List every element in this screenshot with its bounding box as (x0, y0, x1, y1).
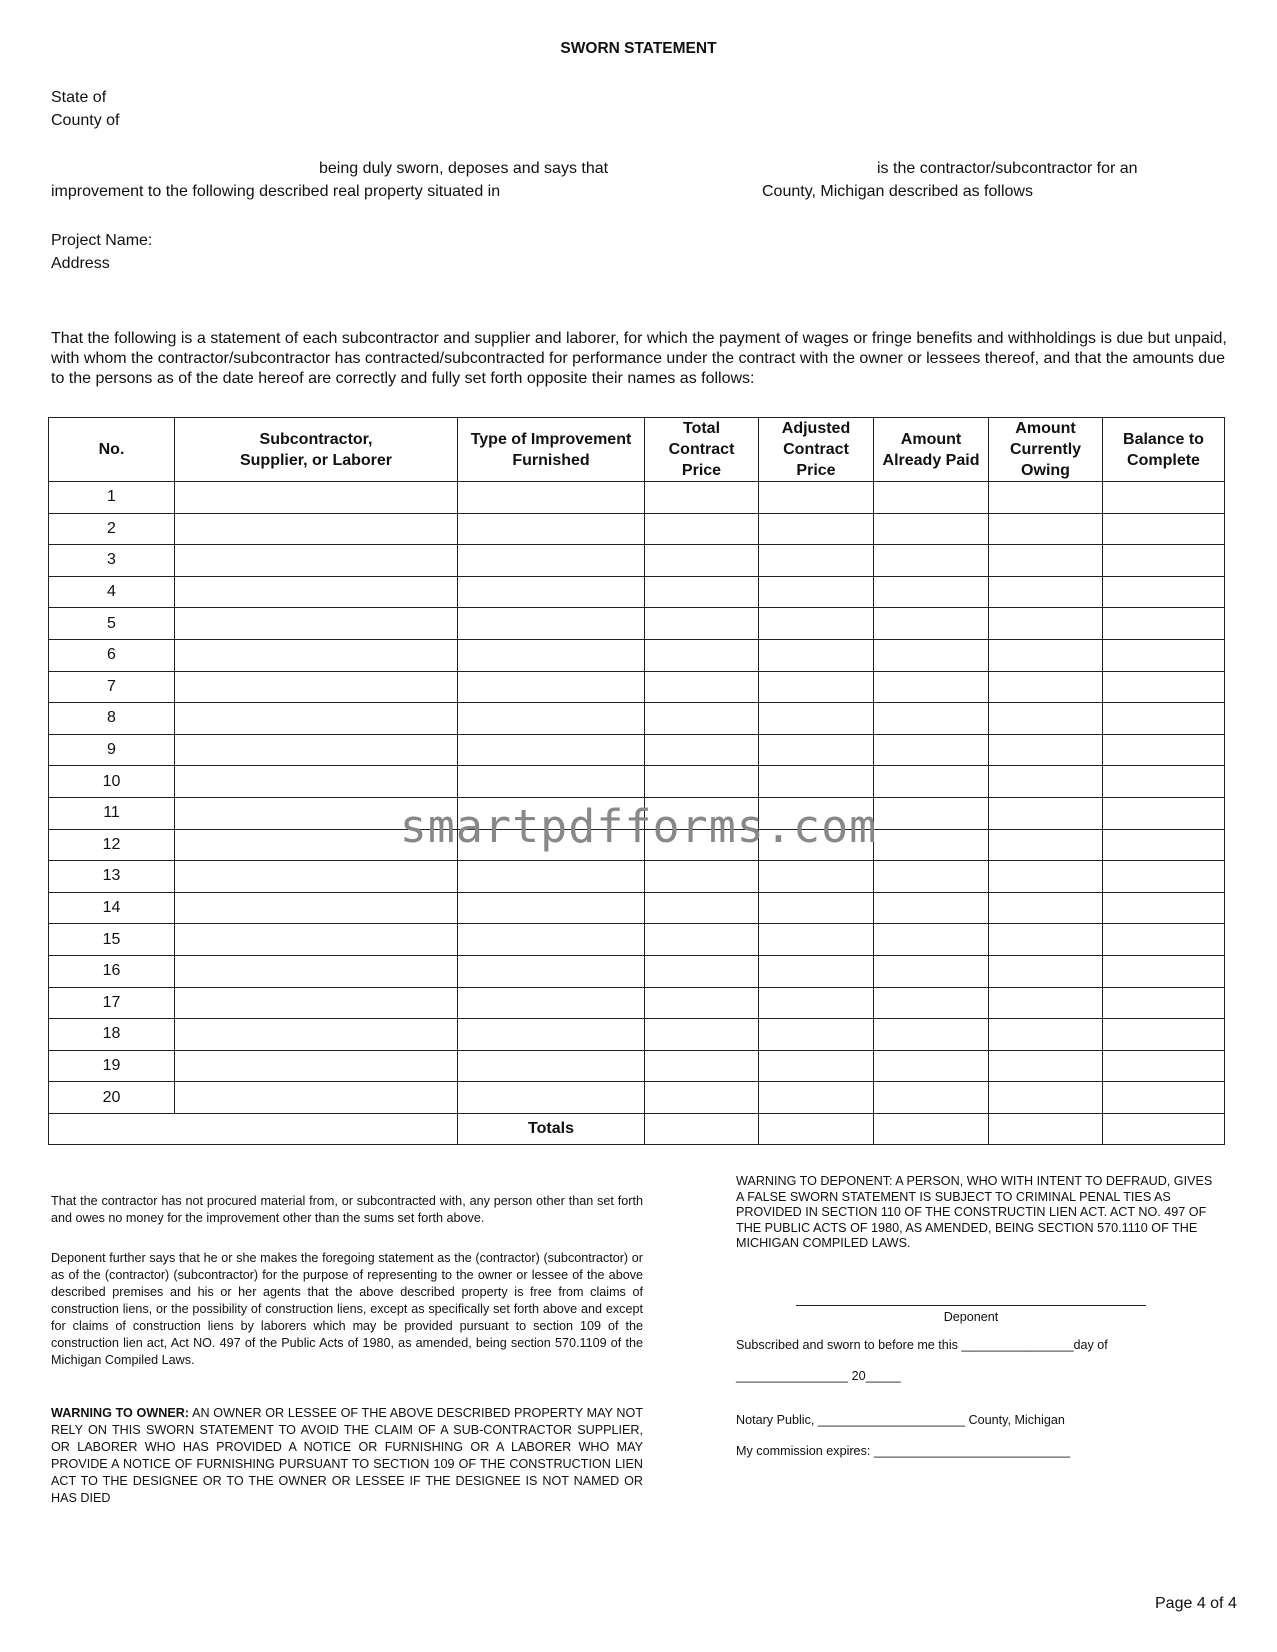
col-type-improvement-cell[interactable] (458, 639, 645, 671)
commission-line[interactable]: My commission expires: ____________________________ (736, 1444, 1070, 1458)
statement-paragraph: That the following is a statement of each subcontractor and supplier and laborer, for which the payment of wages or fringe benefits and withholdings is due but unpaid, with whom the contractor/subcontractor has contracted/subcontracted for performance under the contract with the owner or lessees thereof, and that the amounts due to the persons as of the date hereof are correctly and fully set forth opposite their names as follows: (51, 330, 1227, 387)
col-already-paid-cell[interactable] (874, 482, 989, 514)
col-adjusted-price-cell[interactable] (759, 703, 874, 735)
table-row (49, 766, 1225, 798)
row-number: 4 (49, 576, 175, 608)
page-number: Page 4 of 4 (1155, 1595, 1237, 1612)
row-number: 3 (49, 545, 175, 577)
row-number: 10 (49, 766, 175, 798)
col-adjusted-price-cell[interactable] (759, 861, 874, 893)
col-adjusted-price-cell[interactable] (759, 1050, 874, 1082)
col-currently-owing-cell[interactable] (989, 987, 1103, 1019)
table-row (49, 576, 1225, 608)
table-row (49, 608, 1225, 640)
col-subcontractor-cell[interactable] (175, 955, 458, 987)
col-subcontractor-cell[interactable] (175, 703, 458, 735)
deponent-signature-line[interactable] (796, 1305, 1146, 1306)
col-total-price-total-cell[interactable] (645, 1113, 759, 1145)
col-total-price-cell[interactable] (645, 703, 759, 735)
col-balance-cell[interactable] (1103, 734, 1225, 766)
row-number: 9 (49, 734, 175, 766)
col-type-improvement-cell[interactable] (458, 924, 645, 956)
col-type-improvement-cell[interactable] (458, 482, 645, 514)
col-subcontractor-cell[interactable] (175, 924, 458, 956)
col-balance-cell[interactable] (1103, 1082, 1225, 1114)
col-balance-cell[interactable] (1103, 639, 1225, 671)
col-type-improvement-cell[interactable] (458, 861, 645, 893)
county-michigan-text: County, Michigan described as follows (762, 183, 1033, 200)
contractor-text: is the contractor/subcontractor for an (877, 160, 1138, 177)
col-adjusted-price-cell[interactable] (759, 766, 874, 798)
county-label: County of (51, 112, 120, 129)
col-subcontractor-cell[interactable] (175, 545, 458, 577)
col-already-paid-cell[interactable] (874, 892, 989, 924)
col-subcontractor-cell[interactable] (175, 671, 458, 703)
col-type-improvement-cell[interactable] (458, 1050, 645, 1082)
col-currently-owing-cell[interactable] (989, 545, 1103, 577)
col-already-paid-cell[interactable] (874, 671, 989, 703)
col-type-improvement-cell[interactable] (458, 545, 645, 577)
col-balance-cell[interactable] (1103, 545, 1225, 577)
col-balance-header: Balance to Complete (1103, 418, 1225, 482)
col-balance-cell[interactable] (1103, 1019, 1225, 1051)
row-number: 20 (49, 1082, 175, 1114)
warning-owner-label: WARNING TO OWNER: (51, 1406, 190, 1420)
row-number: 2 (49, 513, 175, 545)
col-balance-cell[interactable] (1103, 1050, 1225, 1082)
col-subcontractor-header: Subcontractor, Supplier, or Laborer (175, 418, 458, 482)
table-row (49, 892, 1225, 924)
row-number: 19 (49, 1050, 175, 1082)
col-currently-owing-cell[interactable] (989, 1050, 1103, 1082)
col-balance-cell[interactable] (1103, 892, 1225, 924)
project-name-label: Project Name: (51, 232, 153, 249)
col-currently-owing-cell[interactable] (989, 924, 1103, 956)
col-already-paid-cell[interactable] (874, 861, 989, 893)
col-already-paid-cell[interactable] (874, 987, 989, 1019)
col-total-price-cell[interactable] (645, 1082, 759, 1114)
col-already-paid-cell[interactable] (874, 1082, 989, 1114)
improvement-text: improvement to the following described real property situated in (51, 183, 501, 200)
col-subcontractor-cell[interactable] (175, 608, 458, 640)
row-number: 16 (49, 955, 175, 987)
totals-label: Totals (458, 1113, 645, 1145)
col-type-improvement-cell[interactable] (458, 766, 645, 798)
warning-to-owner (51, 1405, 643, 1507)
watermark: smartpdfforms.com (399, 800, 878, 853)
col-balance-cell[interactable] (1103, 671, 1225, 703)
col-balance-cell[interactable] (1103, 766, 1225, 798)
col-balance-total-cell[interactable] (1103, 1113, 1225, 1145)
col-total-price-cell[interactable] (645, 576, 759, 608)
table-row (49, 545, 1225, 577)
col-total-price-cell[interactable] (645, 766, 759, 798)
col-adjusted-price-cell[interactable] (759, 639, 874, 671)
row-number: 14 (49, 892, 175, 924)
col-total-price-cell[interactable] (645, 861, 759, 893)
col-balance-cell[interactable] (1103, 482, 1225, 514)
col-adjusted-price-cell[interactable] (759, 576, 874, 608)
document-title: SWORN STATEMENT (560, 40, 717, 57)
warning-owner-text: AN OWNER OR LESSEE OF THE ABOVE DESCRIBED PROPERTY MAY NOT RELY ON THIS SWORN STATEMENT TO AVOID THE CLAIM OF A SUB-CONTRACTOR SUPPLIER, OR LABORER WHO HAS PROVIDED A NOTICE OR FURNISHING OR A LABORER WHO MAY PROVIDE A NOTICE OF FURNISHING PURSUANT TO SECTION 109 OF THE CONSTRUCTION LIEN ACT TO THE DESIGNEE OR TO THE OWNER OR LESSEE IF THE DESIGNEE IS NOT NAMED OR HAS DIED (51, 1406, 644, 1505)
col-already-paid-cell[interactable] (874, 1050, 989, 1082)
col-already-paid-cell[interactable] (874, 766, 989, 798)
table-row (49, 1050, 1225, 1082)
col-total-price-cell[interactable] (645, 545, 759, 577)
col-balance-cell[interactable] (1103, 608, 1225, 640)
col-type-improvement-cell[interactable] (458, 513, 645, 545)
col-already-paid-cell[interactable] (874, 513, 989, 545)
col-type-improvement-cell[interactable] (458, 734, 645, 766)
col-adjusted-price-cell[interactable] (759, 924, 874, 956)
col-currently-owing-cell[interactable] (989, 734, 1103, 766)
row-number: 12 (49, 829, 175, 861)
row-number: 18 (49, 1019, 175, 1051)
col-no-header: No. (49, 418, 175, 482)
col-currently-owing-cell[interactable] (989, 576, 1103, 608)
notary-line[interactable]: Notary Public, _____________________ County, Michigan (736, 1413, 1065, 1427)
col-already-paid-cell[interactable] (874, 639, 989, 671)
col-subcontractor-cell[interactable] (175, 734, 458, 766)
col-currently-owing-cell[interactable] (989, 482, 1103, 514)
table-row (49, 734, 1225, 766)
deponent-label: Deponent (943, 1310, 999, 1324)
col-total-price-cell[interactable] (645, 924, 759, 956)
col-subcontractor-cell[interactable] (175, 861, 458, 893)
warning-to-deponent: WARNING TO DEPONENT: A PERSON, WHO WITH INTENT TO DEFRAUD, GIVES A FALSE SWORN STATEMENT IS SUBJECT TO CRIMINAL PENAL TIES AS PROVIDED IN SECTION 110 OF THE CONSTRUCTIN LIEN ACT. ACT NO. 497 OF THE PUBLIC ACTS OF 1980, AS AMENDED, BEING SECTION 570.1110 OF THE MICHIGAN COMPILED LAWS. (736, 1174, 1213, 1251)
row-number: 11 (49, 797, 175, 829)
totals-row (49, 1113, 1225, 1145)
col-already-paid-cell[interactable] (874, 545, 989, 577)
col-already-paid-cell[interactable] (874, 955, 989, 987)
col-type-improvement-cell[interactable] (458, 892, 645, 924)
col-adjusted-price-cell[interactable] (759, 513, 874, 545)
col-already-paid-cell[interactable] (874, 924, 989, 956)
col-subcontractor-cell[interactable] (175, 987, 458, 1019)
row-number: 6 (49, 639, 175, 671)
col-subcontractor-cell[interactable] (175, 639, 458, 671)
col-total-price-cell[interactable] (645, 639, 759, 671)
col-total-price-cell[interactable] (645, 955, 759, 987)
table-row (49, 482, 1225, 514)
col-adjusted-price-cell[interactable] (759, 892, 874, 924)
no-other-contract-paragraph: That the contractor has not procured material from, or subcontracted with, any person other than set forth and owes no money for the improvement other than the sums set forth above. (51, 1194, 643, 1225)
col-type-improvement-cell[interactable] (458, 987, 645, 1019)
col-adjusted-price-cell[interactable] (759, 955, 874, 987)
row-number: 7 (49, 671, 175, 703)
sworn-text: being duly sworn, deposes and says that (319, 160, 609, 177)
table-row (49, 639, 1225, 671)
deponent-further-paragraph: Deponent further says that he or she makes the foregoing statement as the (contractor) (subcontractor) or as of the (contractor) (subcontractor) for the purpose of representing to the owner or lessee of the above described premises and his or her agents that the above described property is free from claims of construction liens, or the possibility of construction liens, except as specifically set forth above and except for claims of construction liens by laborers which may be provided pursuant to section 109 of the construction lien act, Act NO. 497 of the Public Acts of 1980, as amended, being section 570.1109 of the Michigan Compiled Laws. (51, 1251, 643, 1367)
col-balance-cell[interactable] (1103, 703, 1225, 735)
col-already-paid-total-cell[interactable] (874, 1113, 989, 1145)
col-adjusted-price-cell[interactable] (759, 1082, 874, 1114)
table-row (49, 1082, 1225, 1114)
col-already-paid-header: Amount Already Paid (874, 418, 989, 482)
col-already-paid-cell[interactable] (874, 1019, 989, 1051)
col-type-improvement-cell[interactable] (458, 576, 645, 608)
row-number: 17 (49, 987, 175, 1019)
col-type-improvement-cell[interactable] (458, 1019, 645, 1051)
col-type-improvement-header: Type of Improvement Furnished (458, 418, 645, 482)
col-already-paid-cell[interactable] (874, 734, 989, 766)
col-adjusted-price-total-cell[interactable] (759, 1113, 874, 1145)
row-number: 13 (49, 861, 175, 893)
col-total-price-cell[interactable] (645, 608, 759, 640)
col-total-price-header: Total Contract Price (645, 418, 759, 482)
col-currently-owing-cell[interactable] (989, 892, 1103, 924)
col-type-improvement-cell[interactable] (458, 1082, 645, 1114)
col-total-price-cell[interactable] (645, 1019, 759, 1051)
col-currently-owing-total-cell[interactable] (989, 1113, 1103, 1145)
col-currently-owing-header: Amount Currently Owing (989, 418, 1103, 482)
col-balance-cell[interactable] (1103, 861, 1225, 893)
col-adjusted-price-cell[interactable] (759, 987, 874, 1019)
col-adjusted-price-cell[interactable] (759, 482, 874, 514)
col-already-paid-cell[interactable] (874, 703, 989, 735)
subscribed-line[interactable]: Subscribed and sworn to before me this ________________day of (736, 1338, 1108, 1352)
table-row (49, 987, 1225, 1019)
col-total-price-cell[interactable] (645, 987, 759, 1019)
col-type-improvement-cell[interactable] (458, 955, 645, 987)
col-subcontractor-cell[interactable] (175, 513, 458, 545)
col-currently-owing-cell[interactable] (989, 513, 1103, 545)
col-balance-cell[interactable] (1103, 576, 1225, 608)
col-adjusted-price-cell[interactable] (759, 545, 874, 577)
col-subcontractor-cell[interactable] (175, 576, 458, 608)
col-total-price-cell[interactable] (645, 671, 759, 703)
col-subcontractor-cell[interactable] (175, 482, 458, 514)
col-currently-owing-cell[interactable] (989, 671, 1103, 703)
col-subcontractor-cell[interactable] (175, 766, 458, 798)
col-balance-cell[interactable] (1103, 513, 1225, 545)
table-row (49, 955, 1225, 987)
col-currently-owing-cell[interactable] (989, 703, 1103, 735)
col-type-improvement-cell[interactable] (458, 703, 645, 735)
col-type-improvement-cell[interactable] (458, 671, 645, 703)
table-row (49, 703, 1225, 735)
row-number: 8 (49, 703, 175, 735)
col-adjusted-price-header: Adjusted Contract Price (759, 418, 874, 482)
subcontractor-table (48, 417, 1225, 1145)
row-number: 15 (49, 924, 175, 956)
col-balance-cell[interactable] (1103, 987, 1225, 1019)
col-total-price-cell[interactable] (645, 1050, 759, 1082)
col-subcontractor-cell[interactable] (175, 1019, 458, 1051)
year-line[interactable]: ________________ 20_____ (736, 1369, 901, 1383)
col-balance-cell[interactable] (1103, 924, 1225, 956)
col-currently-owing-cell[interactable] (989, 766, 1103, 798)
col-subcontractor-cell[interactable] (175, 892, 458, 924)
table-row (49, 861, 1225, 893)
col-already-paid-cell[interactable] (874, 576, 989, 608)
col-subcontractor-cell[interactable] (175, 1082, 458, 1114)
col-currently-owing-cell[interactable] (989, 1082, 1103, 1114)
col-currently-owing-cell[interactable] (989, 955, 1103, 987)
table-row (49, 1019, 1225, 1051)
col-currently-owing-cell[interactable] (989, 639, 1103, 671)
totals-blank-cell (49, 1113, 458, 1145)
col-adjusted-price-cell[interactable] (759, 1019, 874, 1051)
table-row (49, 924, 1225, 956)
col-adjusted-price-cell[interactable] (759, 671, 874, 703)
state-label: State of (51, 89, 107, 106)
col-total-price-cell[interactable] (645, 892, 759, 924)
col-subcontractor-cell[interactable] (175, 1050, 458, 1082)
col-total-price-cell[interactable] (645, 513, 759, 545)
table-header-row (49, 418, 1225, 482)
address-label: Address (51, 255, 110, 272)
col-total-price-cell[interactable] (645, 482, 759, 514)
col-currently-owing-cell[interactable] (989, 861, 1103, 893)
col-already-paid-cell[interactable] (874, 608, 989, 640)
row-number: 5 (49, 608, 175, 640)
col-adjusted-price-cell[interactable] (759, 608, 874, 640)
col-balance-cell[interactable] (1103, 955, 1225, 987)
col-currently-owing-cell[interactable] (989, 608, 1103, 640)
col-type-improvement-cell[interactable] (458, 608, 645, 640)
col-adjusted-price-cell[interactable] (759, 734, 874, 766)
table-row (49, 671, 1225, 703)
table-row (49, 513, 1225, 545)
row-number: 1 (49, 482, 175, 514)
col-currently-owing-cell[interactable] (989, 1019, 1103, 1051)
col-total-price-cell[interactable] (645, 734, 759, 766)
